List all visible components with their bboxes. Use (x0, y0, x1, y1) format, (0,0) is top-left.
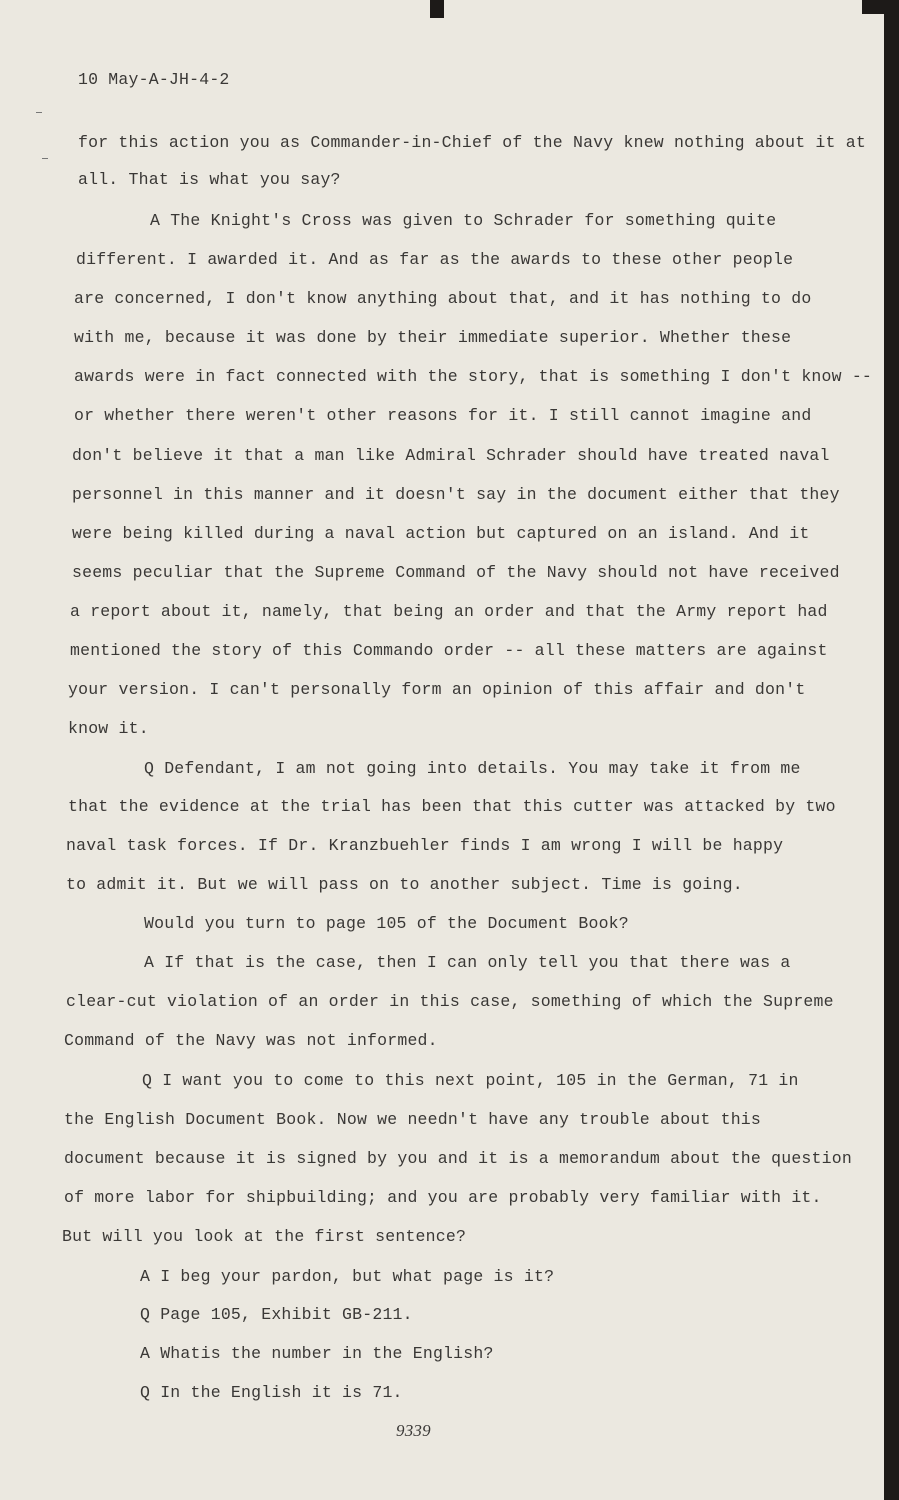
page-header: 10 May-A-JH-4-2 (78, 70, 230, 89)
text-line-6: with me, because it was done by their immediate superior. Whether these (74, 328, 792, 347)
text-line-14: mentioned the story of this Commando order -- all these matters are against (70, 641, 828, 660)
text-line-33: Q In the English it is 71. (140, 1383, 403, 1402)
page-number: 9339 (396, 1421, 431, 1440)
text-line-16: know it. (68, 719, 149, 738)
text-line-19: naval task forces. If Dr. Kranzbuehler finds I am wrong I will be happy (66, 836, 784, 855)
text-line-7: awards were in fact connected with the story, that is something I don't know -- (74, 367, 873, 386)
text-line-4: different. I awarded it. And as far as the awards to these other people (76, 250, 794, 269)
scan-edge (884, 0, 899, 1500)
margin-mark (42, 158, 48, 159)
text-line-18: that the evidence at the trial has been that this cutter was attacked by two (68, 797, 836, 816)
text-line-9: don't believe it that a man like Admiral Schrader should have treated naval (72, 446, 830, 465)
text-line-30: A I beg your pardon, but what page is it? (140, 1267, 555, 1286)
text-line-23: clear-cut violation of an order in this case, something of which the Supreme (66, 992, 834, 1011)
text-line-12: seems peculiar that the Supreme Command of the Navy should not have received (72, 563, 840, 582)
text-line-1: for this action you as Commander-in-Chief of the Navy knew nothing about it at (78, 133, 866, 152)
text-line-27: document because it is signed by you and it is a memorandum about the question (64, 1149, 852, 1168)
text-line-2: all. That is what you say? (78, 170, 341, 189)
text-line-22: A If that is the case, then I can only tell you that there was a (144, 953, 791, 972)
scan-tab (862, 0, 884, 14)
text-line-24: Command of the Navy was not informed. (64, 1031, 438, 1050)
text-line-15: your version. I can't personally form an opinion of this affair and don't (68, 680, 806, 699)
text-line-21: Would you turn to page 105 of the Document Book? (144, 914, 629, 933)
text-line-20: to admit it. But we will pass on to another subject. Time is going. (66, 875, 743, 894)
text-line-8: or whether there weren't other reasons for it. I still cannot imagine and (74, 406, 812, 425)
text-line-3: A The Knight's Cross was given to Schrader for something quite (150, 211, 777, 230)
text-line-25: Q I want you to come to this next point, 105 in the German, 71 in (142, 1071, 799, 1090)
scan-tab (430, 0, 444, 18)
text-line-10: personnel in this manner and it doesn't say in the document either that they (72, 485, 840, 504)
text-line-17: Q Defendant, I am not going into details. You may take it from me (144, 759, 801, 778)
margin-mark (36, 112, 42, 113)
text-line-28: of more labor for shipbuilding; and you are probably very familiar with it. (64, 1188, 822, 1207)
text-line-31: Q Page 105, Exhibit GB-211. (140, 1305, 413, 1324)
text-line-11: were being killed during a naval action but captured on an island. And it (72, 524, 810, 543)
text-line-32: A Whatis the number in the English? (140, 1344, 494, 1363)
text-line-26: the English Document Book. Now we needn't have any trouble about this (64, 1110, 762, 1129)
text-line-29: But will you look at the first sentence? (62, 1227, 467, 1246)
text-line-5: are concerned, I don't know anything about that, and it has nothing to do (74, 289, 812, 308)
text-line-13: a report about it, namely, that being an order and that the Army report had (70, 602, 828, 621)
